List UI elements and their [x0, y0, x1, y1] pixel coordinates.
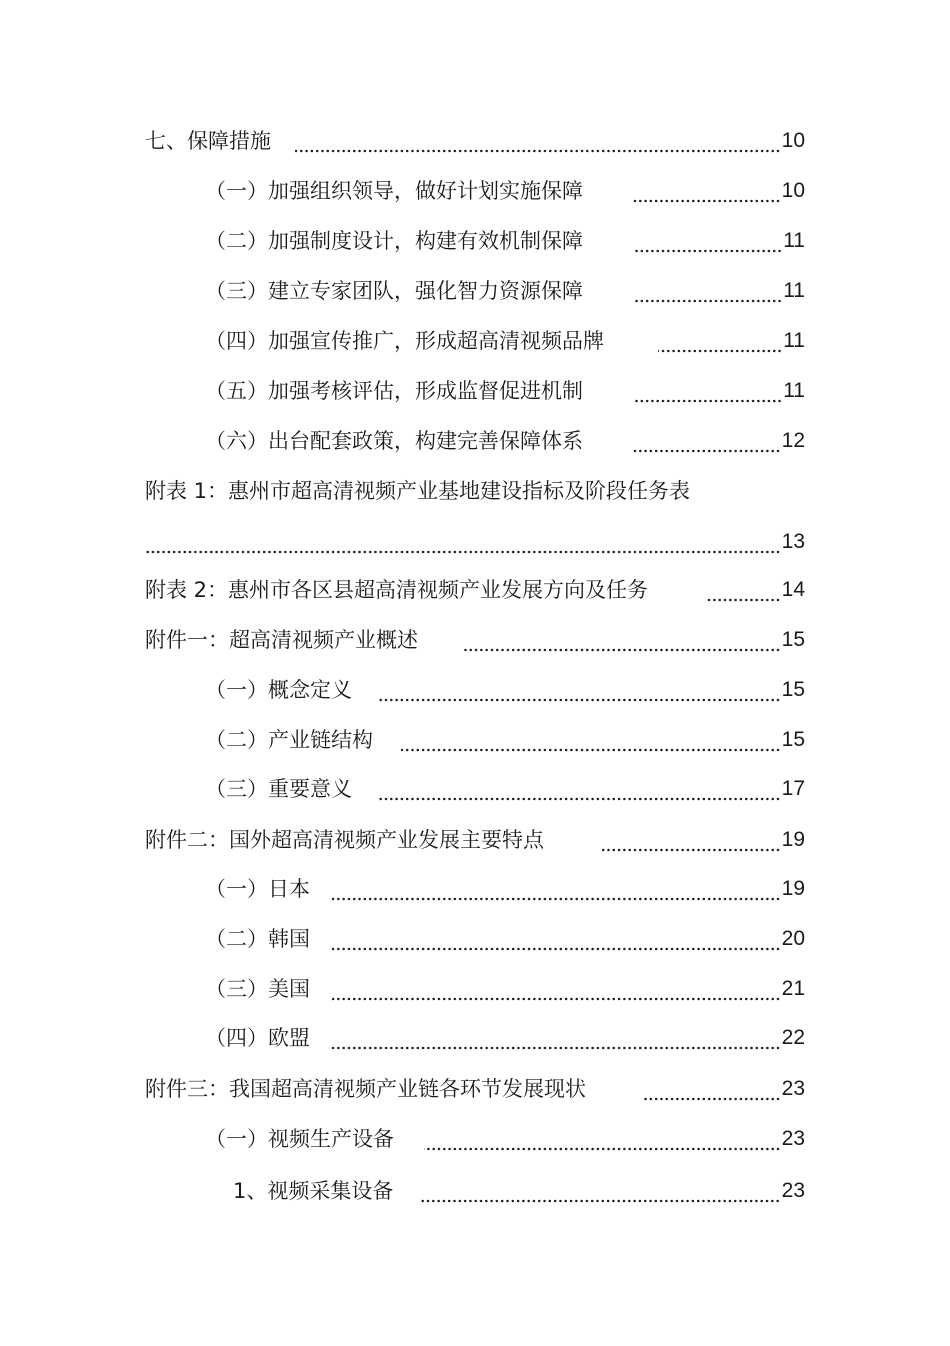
toc-entry[interactable] — [205, 874, 805, 904]
toc-entry-title: 七、保障措施 — [145, 129, 271, 153]
dot-leader — [401, 725, 781, 755]
dot-leader — [706, 575, 781, 605]
dot-leader — [378, 675, 781, 705]
toc-entry-title: 附件二：国外超高清视频产业发展主要特点 — [145, 828, 544, 852]
toc-entry[interactable] — [205, 1023, 805, 1053]
toc-entry[interactable] — [145, 575, 805, 605]
toc-entry[interactable] — [205, 426, 805, 456]
toc-entry[interactable] — [205, 376, 805, 406]
toc-page-number: 11 — [783, 279, 805, 302]
toc-entry[interactable] — [205, 276, 805, 306]
toc-page-number: 11 — [783, 329, 805, 352]
toc-entry[interactable] — [205, 774, 805, 804]
toc-entry-title: 附件一：超高清视频产业概述 — [145, 628, 418, 652]
toc-entry-title: （三）建立专家团队，强化智力资源保障 — [205, 279, 583, 303]
toc-page-number: 19 — [781, 828, 805, 851]
dot-leader — [332, 974, 781, 1004]
toc-entry[interactable] — [205, 226, 805, 256]
toc-entry[interactable] — [205, 974, 805, 1004]
toc-entry[interactable] — [205, 1124, 805, 1154]
toc-entry-title: 附表 1：惠州市超高清视频产业基地建设指标及阶段任务表 — [145, 479, 691, 503]
toc-page-number: 22 — [781, 1026, 805, 1049]
toc-entry-title: （一）加强组织领导，做好计划实施保障 — [205, 179, 583, 203]
toc-entry-title: （四）欧盟 — [205, 1026, 310, 1050]
toc-page-number: 11 — [783, 379, 805, 402]
toc-entry-title: （六）出台配套政策，构建完善保障体系 — [205, 429, 583, 453]
toc-page-number: 13 — [781, 530, 805, 553]
toc-entry[interactable] — [205, 675, 805, 705]
toc-page-number: 19 — [781, 877, 805, 900]
dot-leader — [378, 774, 781, 804]
toc-entry-title: 附表 2：惠州市各区县超高清视频产业发展方向及任务 — [145, 578, 649, 602]
toc-page-number: 23 — [781, 1179, 805, 1202]
toc-entry-title: 1、视频采集设备 — [233, 1179, 394, 1203]
dot-leader — [295, 126, 781, 156]
dot-leader — [633, 176, 781, 206]
toc-entry-title: （一）日本 — [205, 877, 310, 901]
toc-entry-title: （一）概念定义 — [205, 678, 352, 702]
dot-leader — [424, 1124, 781, 1154]
toc-entry-title: （二）加强制度设计，构建有效机制保障 — [205, 229, 583, 253]
toc-page-number: 23 — [781, 1077, 805, 1100]
toc-page-number: 15 — [781, 628, 805, 651]
dot-leader — [145, 527, 781, 557]
dot-leader — [462, 625, 781, 655]
toc-entry[interactable] — [205, 326, 805, 356]
dot-leader — [332, 924, 781, 954]
toc-page-number: 20 — [781, 927, 805, 950]
dot-leader — [332, 1023, 781, 1053]
dot-leader — [633, 376, 782, 406]
toc-entry[interactable] — [205, 924, 805, 954]
toc-entry[interactable] — [145, 625, 805, 655]
toc-page-number: 11 — [783, 229, 805, 252]
toc-entry[interactable] — [145, 825, 805, 855]
toc-entry-title: （三）重要意义 — [205, 777, 352, 801]
toc-entry[interactable] — [145, 527, 805, 557]
toc-entry-title: （五）加强考核评估，形成监督促进机制 — [205, 379, 583, 403]
toc-entry[interactable] — [145, 126, 805, 156]
toc-entry-title: （三）美国 — [205, 977, 310, 1001]
dot-leader — [658, 326, 782, 356]
toc-entry-title-line[interactable] — [145, 476, 805, 506]
toc-page-number: 15 — [781, 678, 805, 701]
toc-entry[interactable] — [205, 725, 805, 755]
toc-entry-title: （四）加强宣传推广，形成超高清视频品牌 — [205, 329, 604, 353]
dot-leader — [332, 874, 781, 904]
toc-entry-title: 附件三：我国超高清视频产业链各环节发展现状 — [145, 1077, 586, 1101]
dot-leader — [644, 1074, 781, 1104]
toc-page-number: 21 — [781, 977, 805, 1000]
toc-entry-title: （二）产业链结构 — [205, 728, 373, 752]
toc-page-number: 23 — [781, 1127, 805, 1150]
toc-page-number: 10 — [781, 129, 805, 152]
dot-leader — [633, 226, 782, 256]
dot-leader — [600, 825, 781, 855]
dot-leader — [633, 426, 781, 456]
dot-leader — [633, 276, 782, 306]
toc-page-number: 17 — [781, 777, 805, 800]
dot-leader — [421, 1176, 780, 1206]
toc-page-number: 14 — [781, 578, 805, 601]
toc-page-number: 15 — [781, 728, 805, 751]
toc-entry-title: （二）韩国 — [205, 927, 310, 951]
toc-entry[interactable] — [145, 1074, 805, 1104]
toc-page-number: 10 — [781, 179, 805, 202]
toc-entry[interactable] — [205, 176, 805, 206]
toc-page-number: 12 — [781, 429, 805, 452]
toc-entry-title: （一）视频生产设备 — [205, 1127, 394, 1151]
toc-entry[interactable] — [233, 1176, 805, 1206]
